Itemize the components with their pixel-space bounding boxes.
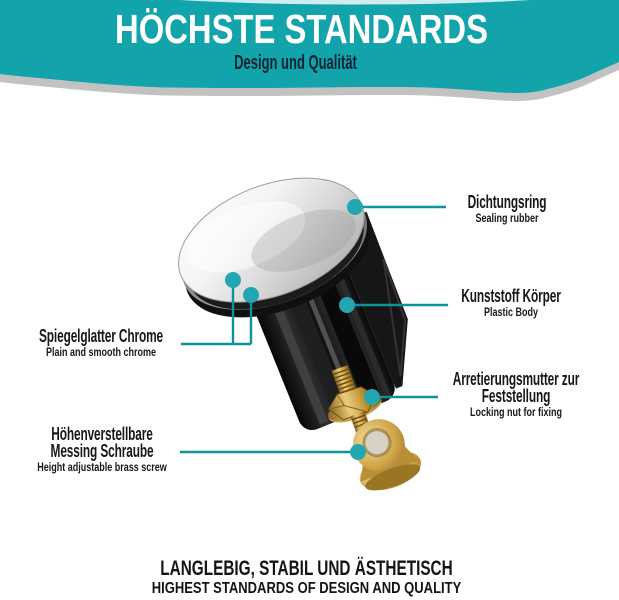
callout-dichtungsring	[387, 194, 619, 225]
header-title: HÖCHSTE STANDARDS	[115, 6, 488, 52]
footer-tagline	[0, 557, 619, 598]
callout-title-line-1: Arretierungsmutter zur	[452, 369, 580, 389]
callout-title-line-1: Höhenverstellbare	[51, 424, 153, 444]
callout-title-line-2: Messing Schraube	[50, 441, 154, 461]
callout-arretierungsmutter	[396, 371, 619, 419]
header-subtitle: Design und Qualität	[234, 52, 357, 74]
callout-subtitle: Sealing rubber	[475, 211, 539, 225]
callout-title: Dichtungsring	[467, 192, 547, 212]
callout-title-line-2: Feststellung	[481, 386, 551, 406]
callout-spiegelglatter-chrome	[0, 328, 221, 359]
callout-title: Kunststoff Körper	[461, 286, 561, 306]
callout-subtitle: Plain and smooth chrome	[45, 345, 157, 359]
footer-title: LANGLEBIG, STABIL UND ÄSTHETISCH	[160, 557, 453, 580]
callout-title: Spiegelglatter Chrome	[39, 326, 163, 346]
callout-kunststoff-koerper	[391, 288, 619, 319]
footer-subtitle: HIGHEST STANDARDS OF DESIGN AND QUALITY	[151, 580, 462, 597]
callout-subtitle: Locking nut for fixing	[470, 405, 562, 419]
callout-subtitle: Plastic Body	[483, 305, 539, 319]
callout-hoehenverstellbare-schraube	[0, 426, 222, 474]
callout-subtitle: Height adjustable brass screw	[37, 460, 167, 474]
